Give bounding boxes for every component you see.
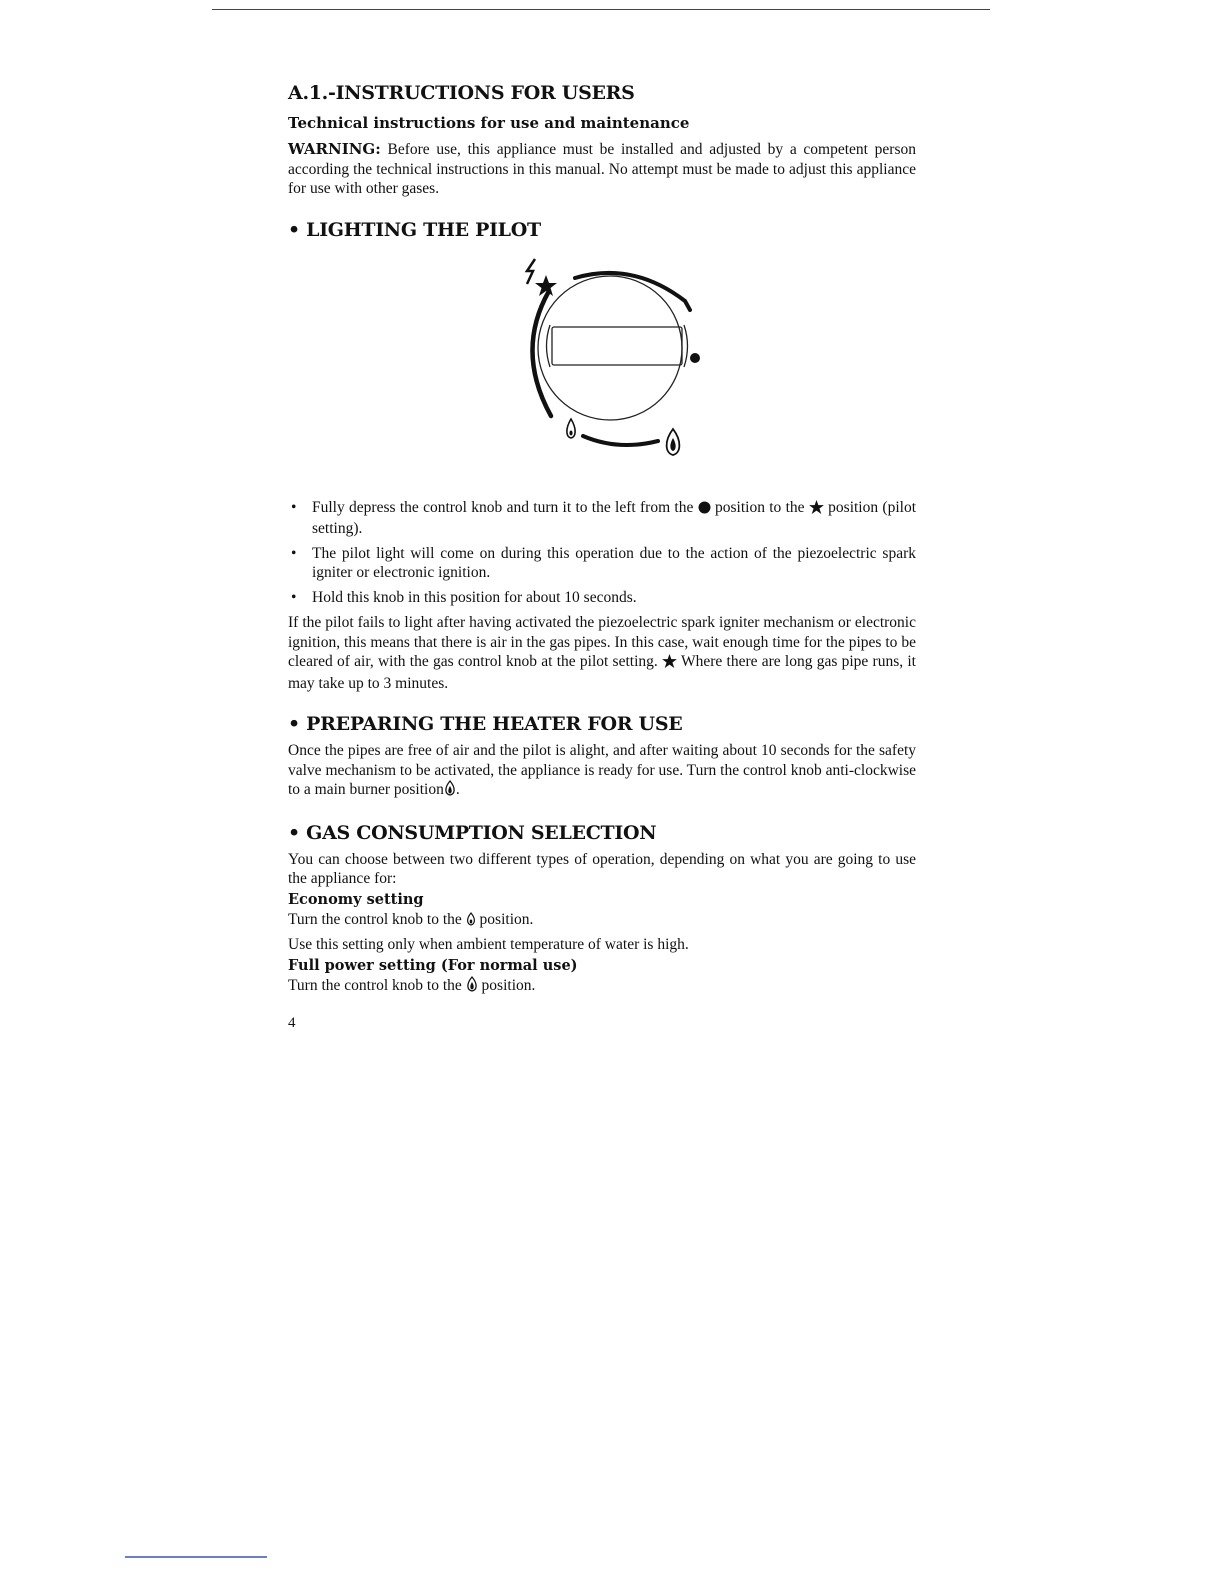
warning-label: WARNING: [288,140,381,158]
full-power-label: Full power setting (For normal use) [288,956,578,974]
economy-label: Economy setting [288,890,424,908]
warning-paragraph [288,140,916,199]
warning-text: Before use, this appliance must be installed and adjusted by a competent person according the technical instructions in this manual. No attempt must be made to adjust this appliance for use with other gases. [288,141,916,197]
pilot-fail-paragraph: If the pilot fails to light after having activated the piezoelectric spark igniter mechanism or electronic ignition, this means that there is air in the gas pipes. In this case, wait enough time for the pipes to be cleared of air, with the gas control knob at the pilot setting. Where there are long gas pipe runs, it may take up to 3 minutes. [288,614,916,692]
star-icon [662,654,677,674]
lighting-step-2: • The pilot light will come on during this operation due to the action of the piezoelectric spark igniter or electronic ignition. [288,544,916,583]
filled-dot-icon [698,500,711,520]
preparing-heading: • PREPARING THE HEATER FOR USE [288,713,683,735]
star-icon [809,500,824,520]
filled-dot-icon [690,353,700,363]
economy-instruction: Turn the control knob to the position. [288,910,916,932]
lighting-heading: • LIGHTING THE PILOT [288,218,541,241]
large-flame-icon [444,780,456,802]
page-content [288,82,916,1032]
bottom-arc-icon [583,436,658,445]
knob-dial-svg [513,251,713,466]
top-rule [212,9,990,10]
left-arc-icon [532,291,551,416]
page-number: 4 [288,1015,296,1031]
gas-heading: • GAS CONSUMPTION SELECTION [288,821,657,844]
subtitle: Technical instructions for use and maintenance [288,114,690,132]
bottom-rule [125,1556,267,1558]
lighting-step-3: • Hold this knob in this position for about 10 seconds. [288,588,916,608]
large-flame-icon [667,429,680,455]
small-flame-icon [567,419,575,438]
lighting-step-1: • Fully depress the control knob and turn it to the left from the position to the position (pilot setting). [288,498,916,539]
large-flame-icon [466,976,478,998]
preparing-paragraph: Once the pipes are free of air and the pilot is alight, and after waiting about 10 seconds for the safety valve mechanism to be activated, the appliance is ready for use. Turn the control knob anti-clockwise to a main burner position . [288,741,916,802]
section-title: A.1.-INSTRUCTIONS FOR USERS [288,82,635,104]
gas-intro: You can choose between two different types of operation, depending on what you are going to use the appliance for: [288,850,916,887]
small-flame-icon [466,912,476,932]
economy-note: Use this setting only when ambient temperature of water is high. [288,936,689,953]
lighting-steps [288,498,916,608]
dial-ring-icon [538,276,682,420]
control-knob-diagram [288,251,916,476]
spark-icon [527,259,535,284]
full-power-instruction: Turn the control knob to the position. [288,976,916,998]
knob-grip-icon [547,325,688,367]
